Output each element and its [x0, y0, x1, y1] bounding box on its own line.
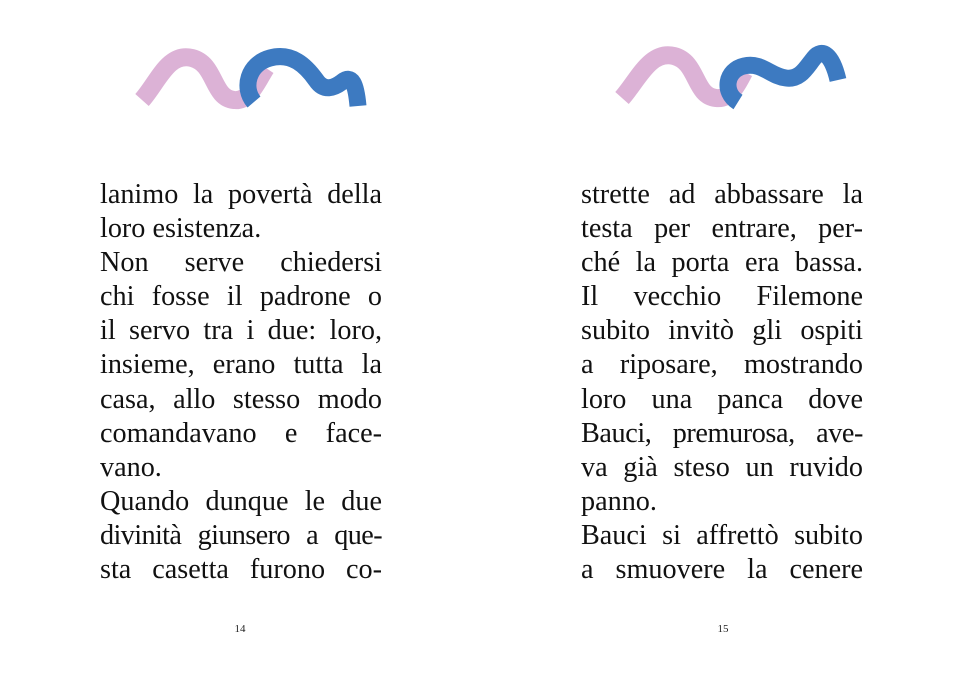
text-line: ché la porta era bassa.	[581, 247, 863, 279]
text-line: Non serve chiedersi	[100, 247, 382, 279]
text-line: Bauci, premurosa, ave-	[581, 417, 863, 449]
wavy-lines-ornament-icon	[610, 40, 850, 115]
text-line: va già steso un ruvido	[581, 451, 863, 483]
text-line: strette ad abbassare la	[581, 179, 863, 210]
text-line: casa, allo stesso modo	[100, 383, 382, 415]
text-line: chi fosse il padrone o	[100, 281, 382, 313]
wavy-lines-ornament-icon	[130, 40, 370, 115]
text-line: loro una panca dove	[581, 383, 863, 415]
text-line: a riposare, mostrando	[581, 349, 863, 381]
page-number: 14	[234, 623, 246, 635]
text-line: Quando dunque le due	[100, 485, 382, 517]
text-line: insieme, erano tutta la	[100, 349, 382, 381]
right-page	[482, 0, 963, 680]
page-number: 15	[717, 623, 729, 635]
text-line: testa per entrare, per-	[581, 213, 863, 245]
text-line: divinità giunsero a que-	[100, 519, 382, 551]
text-line: Il vecchio Filemone	[581, 281, 863, 313]
text-line: comandavano e face-	[100, 417, 382, 449]
text-line: il servo tra i due: loro,	[100, 315, 382, 347]
text-line: a smuovere la cenere	[581, 554, 863, 586]
left-page	[0, 0, 481, 680]
text-line: sta casetta furono co-	[100, 554, 382, 586]
text-line: vano.	[100, 451, 162, 483]
text-line: Bauci si affrettò subito	[581, 519, 863, 551]
text-line: panno.	[581, 485, 657, 517]
text-line: lanimo la povertà della	[100, 179, 382, 210]
body-text	[100, 178, 382, 587]
text-line: subito invitò gli ospiti	[581, 315, 863, 347]
text-line: loro esistenza.	[100, 213, 262, 245]
body-text	[581, 178, 863, 587]
